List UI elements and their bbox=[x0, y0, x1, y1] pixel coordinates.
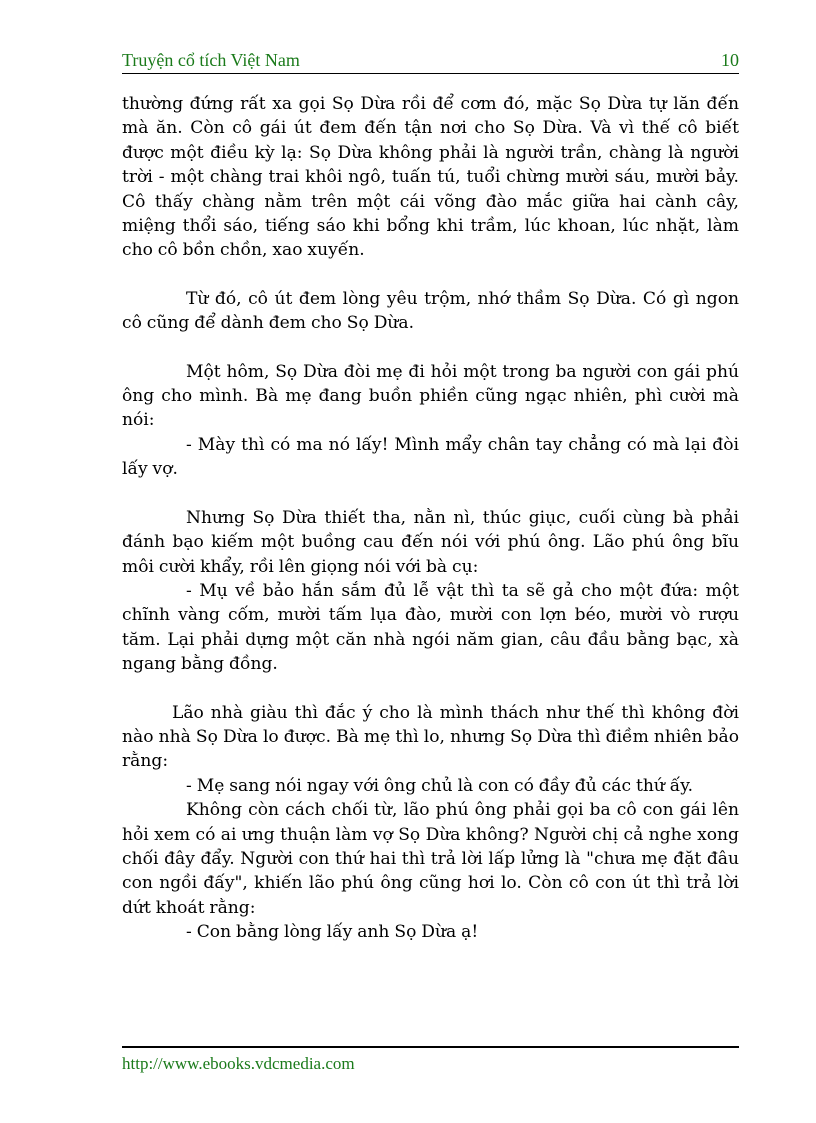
paragraph-4: Nhưng Sọ Dừa thiết tha, nằn nì, thúc giục, cuối cùng bà phải đánh bạo kiếm một buồng cau đến nói với phú ông. Lão phú ông bĩu môi cười khẩy, rồi lên giọng nói với bà cụ: bbox=[122, 507, 739, 577]
page-header bbox=[122, 50, 739, 72]
paragraph-5: Lão nhà giàu thì đắc ý cho là mình thách như thế thì không đời nào nhà Sọ Dừa lo được. Bà mẹ thì lo, nhưng Sọ Dừa thì điềm nhiên bảo rằng: bbox=[122, 702, 739, 772]
paragraph-6: Không còn cách chối từ, lão phú ông phải gọi ba cô con gái lên hỏi xem có ai ưng thuận làm vợ Sọ Dừa không? Người chị cả nghe xong chối đây đẩy. Người con thứ hai thì trả lời lấp lửng là "chưa mẹ đặt đâu con ngồi đấy", khiến lão phú ông cũng hơi lo. Còn cô con út thì trả lời dứt khoát rằng: bbox=[122, 800, 739, 918]
paragraph-3: Một hôm, Sọ Dừa đòi mẹ đi hỏi một trong ba người con gái phú ông cho mình. Bà mẹ đang buồn phiền cũng ngạc nhiên, phì cười mà nói: bbox=[122, 361, 739, 431]
page-body bbox=[122, 92, 739, 945]
footer-url-link[interactable]: http://www.ebooks.vdcmedia.com bbox=[122, 1054, 355, 1073]
page-number: 10 bbox=[721, 50, 739, 70]
paragraph-1: thường đứng rất xa gọi Sọ Dừa rồi để cơm đó, mặc Sọ Dừa tự lăn đến mà ăn. Còn cô gái út đem đến tận nơi cho Sọ Dừa. Và vì thế cô biết được một điều kỳ lạ: Sọ Dừa không phải là người trần, chàng là người trời - một chàng trai khôi ngô, tuấn tú, tuổi chừng mười sáu, mười bảy. Cô thấy chàng nằm trên một cái võng đào mắc giữa hai cành cây, miệng thổi sáo, tiếng sáo khi bổng khi trầm, lúc khoan, lúc nhặt, làm cho cô bồn chồn, xao xuyến. bbox=[122, 94, 739, 261]
dialogue-2: - Mụ về bảo hắn sắm đủ lễ vật thì ta sẽ gả cho một đứa: một chĩnh vàng cốm, mười tấm lụa đào, mười con lợn béo, mười vò rượu tăm. Lại phải dựng một căn nhà ngói năm gian, câu đầu bằng bạc, xà ngang bằng đồng. bbox=[122, 580, 739, 675]
book-title: Truyện cổ tích Việt Nam bbox=[122, 50, 300, 70]
paragraph-2: Từ đó, cô út đem lòng yêu trộm, nhớ thầm Sọ Dừa. Có gì ngon cô cũng để dành đem cho Sọ Dừa. bbox=[122, 288, 739, 334]
dialogue-3: - Mẹ sang nói ngay với ông chủ là con có đầy đủ các thứ ấy. bbox=[186, 775, 694, 796]
footer-divider bbox=[122, 1046, 739, 1048]
header-divider bbox=[122, 73, 739, 74]
dialogue-4: - Con bằng lòng lấy anh Sọ Dừa ạ! bbox=[186, 922, 479, 943]
dialogue-1: - Mày thì có ma nó lấy! Mình mẩy chân tay chẳng có mà lại đòi lấy vợ. bbox=[122, 434, 739, 480]
